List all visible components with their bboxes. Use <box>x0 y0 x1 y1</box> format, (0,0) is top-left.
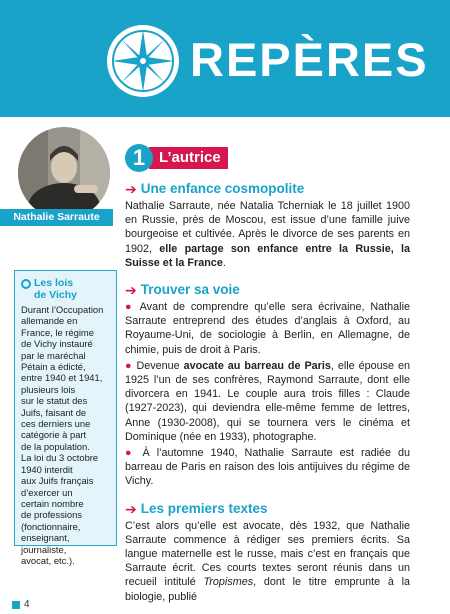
text-run: Avant de comprendre qu’elle sera écrivaine, Nathalie Sarraute entreprend des études d’anglais à Oxford, au Royaume-Uni, de sociologie à Berlin, en Allemagne, de chimie, puis de droit à Paris. <box>125 301 410 356</box>
bullet-icon: ● <box>125 447 143 460</box>
text-run: , elle épouse en 1925 l’un de ses confrères, Raymond Sarraute, dont elle divorcera en 1941. Le couple aura trois filles : Claude (1927-2023), qui deviendra elle-même femme de lettres, Anne (1930-2008), qui se tournera vers le cinéma et Dominique (née en 1933), photographe. <box>125 359 410 443</box>
section-heading <box>125 181 410 197</box>
text-run: , dont le titre emprunte à la biologie, publié <box>125 576 411 603</box>
arrow-right-icon: ➔ <box>125 181 137 197</box>
text-run: C’est alors qu’elle est avocate, dès 1932, que Nathalie Sarraute commence à rédiger ses premiers écrits. Sa langue maternelle est le russe, mais c’est en français que Sarraute écrit. Ces courts textes seront réunis dans un recueil intitulé <box>125 519 410 589</box>
chapter-number: 1 <box>125 144 153 172</box>
section-heading <box>125 282 410 298</box>
portrait-image <box>18 127 110 219</box>
page-number: 4 <box>24 599 30 610</box>
square-icon <box>12 601 20 609</box>
author-portrait <box>18 127 110 219</box>
text-run: À l’automne 1940, Nathalie Sarraute est radiée du barreau de Paris en raison des lois antijuives du régime de Vichy. <box>125 447 411 488</box>
bold-text: elle partage son enfance entre la Russie, la Suisse et la France <box>125 242 410 269</box>
section-title: Trouver sa voie <box>140 282 240 298</box>
paragraph <box>125 300 410 357</box>
ring-icon <box>21 279 31 289</box>
chapter-title: L’autrice <box>149 147 228 169</box>
paragraph <box>125 199 410 270</box>
bullet-icon: ● <box>125 301 140 314</box>
page-footer <box>12 599 30 610</box>
section-title: Une enfance cosmopolite <box>140 181 305 196</box>
arrow-right-icon: ➔ <box>125 282 137 299</box>
paragraph <box>125 359 410 444</box>
portrait-caption: Nathalie Sarraute <box>0 209 113 226</box>
text-run: Devenue <box>136 359 184 372</box>
sidebar-box <box>14 270 117 566</box>
arrow-right-icon: ➔ <box>125 500 137 517</box>
header-banner <box>0 0 450 117</box>
paragraph <box>125 519 410 604</box>
sidebar-body: Durant l’Occupation allemande en France, le régime de Vichy instauré par le maréchal Pétain a édicté, entre 1940 et 1941, plusieurs lois sur le statut des Juifs, faisant de ces derniers une catégorie à part de la population. La loi du 3 octobre 1940 interdit aux Juifs français d’exercer un certain nombre de professions (fonctionnaire, enseignant, journaliste, avocat, etc.). <box>21 304 104 566</box>
chapter-heading <box>125 143 228 173</box>
section-title: Les premiers textes <box>140 500 268 516</box>
sidebar-header <box>21 277 111 301</box>
compass-rose-icon <box>106 24 180 98</box>
sidebar-title: Les lois de Vichy <box>34 277 77 301</box>
paragraph <box>125 446 410 489</box>
section-heading <box>125 501 410 517</box>
text-run: Nathalie Sarraute, née Natalia Tcherniak le 18 juillet 1900 en Russie, près de Moscou, est issue d’une famille juive bourgeoise et cultivée. Après le divorce de ses parents en 1902, <box>125 200 410 255</box>
banner-title: REPÈRES <box>190 33 429 86</box>
main-text <box>125 178 410 606</box>
bullet-icon: ● <box>125 359 137 372</box>
text-run: . <box>222 256 226 269</box>
bold-text: avocate au barreau de Paris <box>183 359 331 372</box>
italic-title: Tropismes <box>203 576 254 589</box>
